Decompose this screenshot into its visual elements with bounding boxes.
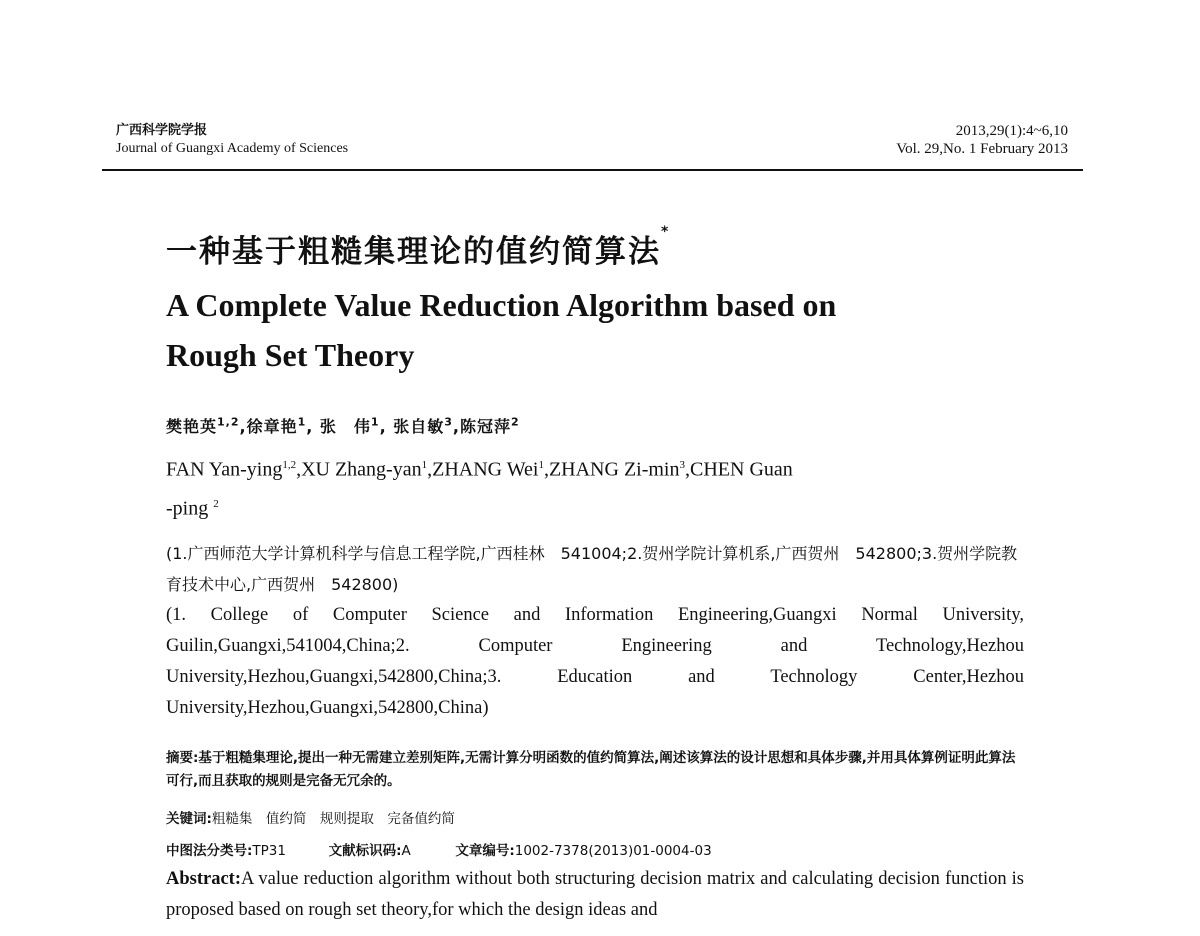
abstract-en-text: A value reduction algorithm without both structuring decision matrix and calculating decision function is proposed based on rough set theory,for which the design ideas and (166, 869, 1024, 920)
article-number-value: 1002-7378(2013)01-0004-03 (514, 843, 712, 859)
clc-value: TP31 (252, 843, 286, 859)
clc-label: 中图法分类号: (166, 843, 253, 859)
title-en (166, 280, 1066, 380)
author-sup: 1,2 (282, 459, 297, 471)
abstract-cn-text: 基于粗糙集理论,提出一种无需建立差别矩阵,无需计算分明函数的值约简算法,阐述该算法的设计思想和具体步骤,并用具体算例证明此算法可行,而且获取的规则是完备无冗余的。 (166, 750, 1016, 789)
doc-code-label: 文献标识码: (328, 843, 402, 859)
author-cn: , 张 伟 (306, 417, 371, 436)
author-sup: 2 (510, 415, 520, 429)
author-sup: 2 (213, 497, 219, 510)
abstract-en-label: Abstract: (166, 869, 242, 889)
abstract-cn (166, 747, 1026, 793)
title-cn (166, 226, 670, 271)
author-en: FAN Yan-ying (166, 458, 283, 481)
author-cn: ,徐章艳 (239, 417, 298, 436)
author-cn: , 张自敏 (379, 417, 445, 436)
author-en: ,CHEN Guan (685, 458, 793, 481)
abstract-en (166, 864, 1024, 926)
author-sup: 1 (538, 459, 544, 471)
authors-en (166, 448, 1026, 525)
doc-code-value: A (401, 843, 411, 859)
author-en: -ping (166, 497, 209, 520)
title-footnote-mark: * (661, 224, 671, 240)
author-cn: 樊艳英 (166, 417, 218, 436)
authors-en-line1 (166, 448, 1026, 487)
authors-cn (166, 414, 520, 437)
journal-header-right (896, 122, 1068, 158)
affiliation-en: (1. College of Computer Science and Information Engineering,Guangxi Normal University, Guilin,Guangxi,541004,China;2. Computer Engineering and Technology,Hezhou University,Hezhou,Guangxi,542800,China;3. Education and Technology Center,Hezhou University,Hezhou,Guangxi,542800,China) (166, 605, 1024, 718)
journal-name-cn: 广西科学院学报 (116, 123, 208, 138)
affiliation-cn: (1.广西师范大学计算机科学与信息工程学院,广西桂林 541004;2.贺州学院计算机系,广西贺州 542800;3.贺州学院教育技术中心,广西贺州 542800) (166, 544, 1018, 594)
journal-name-en: Journal of Guangxi Academy of Sciences (116, 141, 349, 156)
title-cn-text: 一种基于粗糙集理论的值约简算法 (166, 234, 661, 270)
author-sup: 3 (679, 459, 685, 471)
author-sup: 1,2 (217, 415, 240, 429)
keywords-label: 关键词: (166, 811, 212, 827)
author-sup: 1 (370, 415, 380, 429)
author-en: ,ZHANG Wei (427, 458, 539, 481)
title-en-line2: Rough Set Theory (166, 337, 415, 373)
authors-en-line2 (166, 487, 1026, 526)
author-sup: 3 (444, 415, 453, 429)
author-cn: ,陈冠萍 (452, 417, 511, 436)
article-number-label: 文章编号: (455, 843, 515, 859)
keywords-cn (166, 809, 455, 829)
title-en-line1: A Complete Value Reduction Algorithm based on (166, 287, 837, 323)
author-en: ,ZHANG Zi-min (543, 458, 680, 481)
volume-date: Vol. 29,No. 1 February 2013 (896, 141, 1068, 157)
author-en: ,XU Zhang-yan (296, 458, 422, 481)
keywords-text: 粗糙集 值约简 规则提取 完备值约简 (211, 811, 455, 827)
author-sup: 1 (421, 459, 428, 471)
abstract-cn-label: 摘要: (166, 750, 199, 766)
author-sup: 1 (297, 415, 307, 429)
header-rule (102, 169, 1083, 171)
journal-header-left (116, 122, 348, 158)
classification-line (166, 841, 712, 861)
citation: 2013,29(1):4~6,10 (955, 123, 1068, 139)
